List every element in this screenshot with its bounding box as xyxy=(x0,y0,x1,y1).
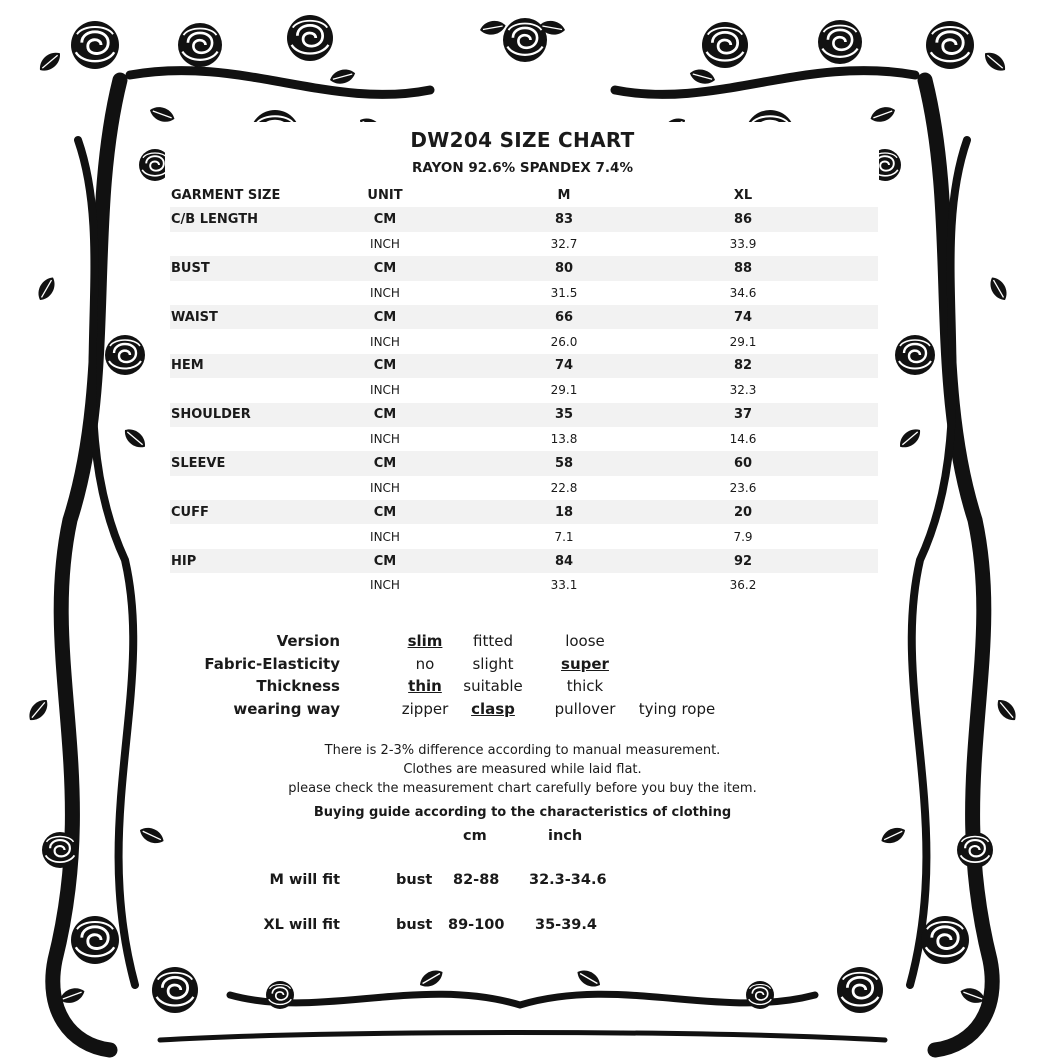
value-xl-inch: 36.2 xyxy=(729,578,757,593)
table-row-waist-inch xyxy=(170,329,878,353)
note-laid-flat: Clothes are measured while laid flat. xyxy=(403,762,642,777)
option-super-selected: super xyxy=(561,654,609,673)
table-row-c-b-length-cm xyxy=(170,207,878,231)
row-label: SLEEVE xyxy=(171,455,226,471)
characteristic-label: Thickness xyxy=(256,677,340,696)
value-xl-cm: 20 xyxy=(733,504,753,520)
option-tying-rope: tying rope xyxy=(638,699,716,718)
value-xl-inch: 29.1 xyxy=(729,334,757,349)
characteristic-fabric-elasticity xyxy=(180,655,880,677)
unit-inch: INCH xyxy=(370,334,400,349)
option-slim-selected: slim xyxy=(407,632,443,650)
value-m-inch: 7.1 xyxy=(554,529,574,544)
option-loose: loose xyxy=(565,632,605,650)
unit-cm: CM xyxy=(373,260,397,276)
value-m-cm: 35 xyxy=(554,407,574,423)
value-m-cm: 80 xyxy=(554,260,574,276)
size-table xyxy=(170,183,878,598)
row-label: CUFF xyxy=(171,504,209,520)
unit-cm: CM xyxy=(373,455,397,471)
unit-inch: INCH xyxy=(370,236,400,251)
value-m-cm: 83 xyxy=(554,212,574,228)
table-row-c-b-length-inch xyxy=(170,232,878,256)
guide-size-xl: XL will fit xyxy=(263,917,340,933)
characteristic-label: wearing way xyxy=(233,699,340,718)
value-m-cm: 18 xyxy=(554,504,574,520)
header-size-m: M xyxy=(557,187,571,203)
value-xl-inch: 33.9 xyxy=(729,236,757,251)
option-pullover: pullover xyxy=(554,699,616,718)
unit-inch: INCH xyxy=(370,432,400,447)
characteristic-wearing-way xyxy=(180,700,880,722)
table-row-sleeve-inch xyxy=(170,476,878,500)
chart-title: DW204 SIZE CHART xyxy=(410,128,635,152)
value-xl-inch: 23.6 xyxy=(729,480,757,495)
guide-part-xl: bust xyxy=(396,917,433,933)
value-xl-inch: 7.9 xyxy=(733,529,753,544)
row-label: SHOULDER xyxy=(171,407,251,423)
value-m-inch: 29.1 xyxy=(550,383,578,398)
header-size-xl: XL xyxy=(733,187,753,203)
option-fitted: fitted xyxy=(473,632,513,650)
unit-cm: CM xyxy=(373,358,397,374)
value-xl-cm: 60 xyxy=(733,455,753,471)
value-m-cm: 66 xyxy=(554,309,574,325)
guide-inch-xl: 35-39.4 xyxy=(535,917,597,933)
guide-size-m: M will fit xyxy=(269,872,340,888)
unit-inch: INCH xyxy=(370,529,400,544)
value-m-inch: 26.0 xyxy=(550,334,578,349)
table-row-bust-cm xyxy=(170,256,878,280)
value-m-inch: 31.5 xyxy=(550,285,578,300)
unit-cm: CM xyxy=(373,504,397,520)
guide-inch-m: 32.3-34.6 xyxy=(529,872,607,888)
guide-part-m: bust xyxy=(396,872,433,888)
header-unit: UNIT xyxy=(367,187,403,203)
guide-panel xyxy=(170,845,878,955)
unit-inch: INCH xyxy=(370,578,400,593)
characteristic-version xyxy=(180,632,880,654)
table-header-row xyxy=(170,183,878,207)
value-xl-cm: 86 xyxy=(733,212,753,228)
value-xl-cm: 92 xyxy=(733,553,753,569)
row-label: HIP xyxy=(171,553,197,569)
characteristic-thickness xyxy=(180,677,880,699)
row-label: HEM xyxy=(171,358,204,374)
value-m-cm: 74 xyxy=(554,358,574,374)
option-no: no xyxy=(415,654,435,673)
table-row-sleeve-cm xyxy=(170,451,878,475)
unit-cm: CM xyxy=(373,212,397,228)
unit-inch: INCH xyxy=(370,480,400,495)
guide-col-cm: cm xyxy=(463,828,487,844)
value-m-inch: 33.1 xyxy=(550,578,578,593)
value-xl-inch: 32.3 xyxy=(729,383,757,398)
option-thin-selected: thin xyxy=(408,677,442,696)
row-label: WAIST xyxy=(171,309,218,325)
header-garment-size: GARMENT SIZE xyxy=(171,187,281,203)
option-suitable: suitable xyxy=(463,677,523,696)
value-m-cm: 58 xyxy=(554,455,574,471)
table-row-hem-cm xyxy=(170,354,878,378)
value-xl-cm: 37 xyxy=(733,407,753,423)
value-xl-cm: 88 xyxy=(733,260,753,276)
row-label: BUST xyxy=(171,260,210,276)
title-panel xyxy=(430,100,610,130)
value-xl-inch: 14.6 xyxy=(729,432,757,447)
table-row-hem-inch xyxy=(170,378,878,402)
option-slight: slight xyxy=(472,654,514,673)
note-measurement-difference: There is 2-3% difference according to manual measurement. xyxy=(324,743,721,758)
characteristic-label: Version xyxy=(276,632,340,650)
table-row-hip-cm xyxy=(170,549,878,573)
guide-cm-xl: 89-100 xyxy=(448,917,505,933)
table-row-cuff-cm xyxy=(170,500,878,524)
table-row-bust-inch xyxy=(170,281,878,305)
guide-cm-m: 82-88 xyxy=(453,872,500,888)
material-composition: RAYON 92.6% SPANDEX 7.4% xyxy=(412,160,633,176)
value-xl-inch: 34.6 xyxy=(729,285,757,300)
value-m-inch: 22.8 xyxy=(550,480,578,495)
unit-cm: CM xyxy=(373,553,397,569)
table-row-hip-inch xyxy=(170,573,878,597)
table-row-cuff-inch xyxy=(170,524,878,548)
unit-inch: INCH xyxy=(370,383,400,398)
value-xl-cm: 74 xyxy=(733,309,753,325)
table-row-shoulder-cm xyxy=(170,403,878,427)
value-m-inch: 13.8 xyxy=(550,432,578,447)
option-zipper: zipper xyxy=(401,699,449,718)
unit-inch: INCH xyxy=(370,285,400,300)
note-check-chart: please check the measurement chart carefully before you buy the item. xyxy=(288,781,757,796)
option-thick: thick xyxy=(566,677,604,696)
table-row-shoulder-inch xyxy=(170,427,878,451)
characteristic-label: Fabric-Elasticity xyxy=(204,654,340,673)
guide-col-inch: inch xyxy=(548,828,583,844)
value-m-inch: 32.7 xyxy=(550,236,578,251)
unit-cm: CM xyxy=(373,309,397,325)
buying-guide-title: Buying guide according to the characteristics of clothing xyxy=(313,805,732,820)
value-m-cm: 84 xyxy=(554,553,574,569)
unit-cm: CM xyxy=(373,407,397,423)
table-row-waist-cm xyxy=(170,305,878,329)
option-clasp-selected: clasp xyxy=(471,699,515,718)
row-label: C/B LENGTH xyxy=(171,212,258,228)
value-xl-cm: 82 xyxy=(733,358,753,374)
